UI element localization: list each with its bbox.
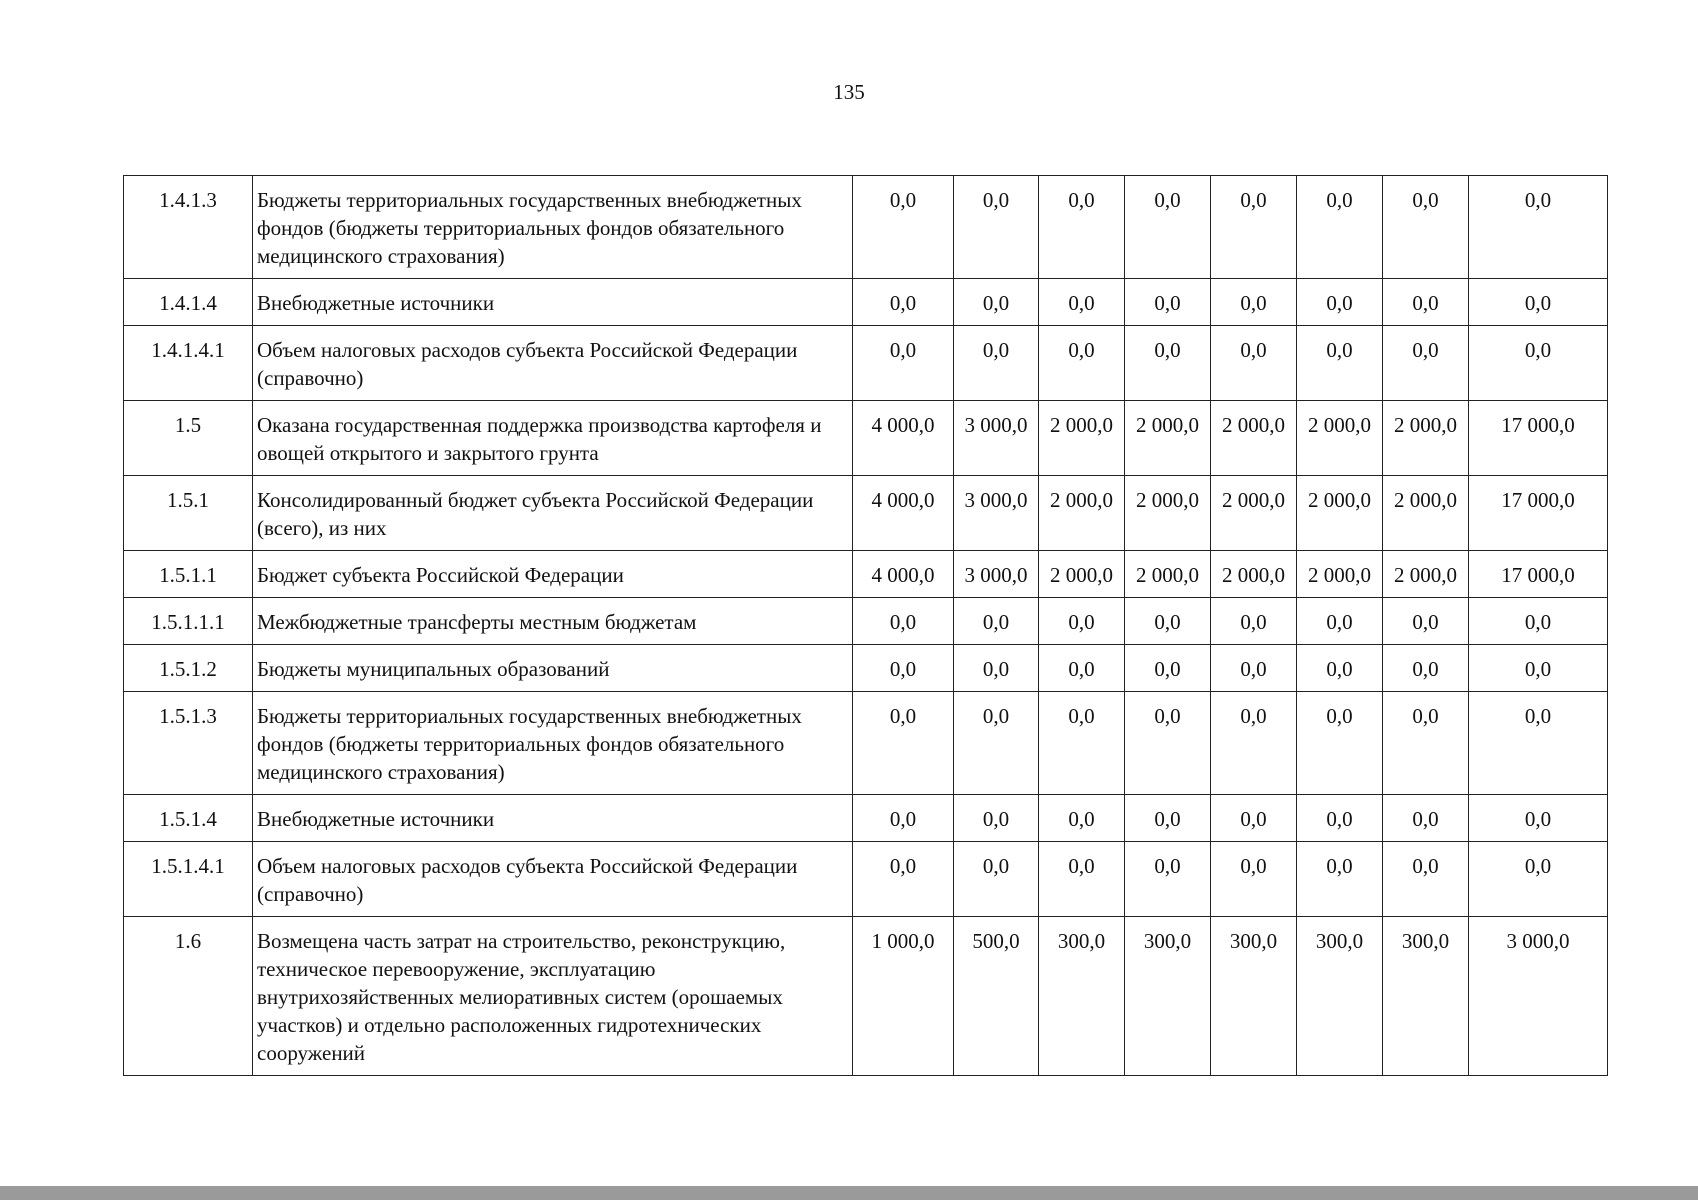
row-name: Внебюджетные источники <box>253 795 853 842</box>
table-row <box>124 645 1608 692</box>
row-value: 0,0 <box>954 279 1039 326</box>
row-value: 0,0 <box>1039 842 1125 917</box>
row-total: 0,0 <box>1469 842 1608 917</box>
row-total: 0,0 <box>1469 645 1608 692</box>
row-name: Межбюджетные трансферты местным бюджетам <box>253 598 853 645</box>
row-value: 0,0 <box>1211 795 1297 842</box>
row-value: 4 000,0 <box>853 476 954 551</box>
row-value: 0,0 <box>1125 842 1211 917</box>
row-code: 1.5.1.3 <box>124 692 253 795</box>
table-row <box>124 176 1608 279</box>
row-value: 0,0 <box>954 795 1039 842</box>
row-value: 0,0 <box>1383 176 1469 279</box>
row-value: 300,0 <box>1039 917 1125 1076</box>
row-value: 2 000,0 <box>1125 401 1211 476</box>
row-code: 1.4.1.4 <box>124 279 253 326</box>
row-value: 0,0 <box>1039 692 1125 795</box>
row-value: 0,0 <box>954 842 1039 917</box>
row-value: 0,0 <box>853 795 954 842</box>
table-row <box>124 476 1608 551</box>
row-value: 0,0 <box>954 692 1039 795</box>
row-value: 4 000,0 <box>853 551 954 598</box>
row-total: 0,0 <box>1469 176 1608 279</box>
row-value: 0,0 <box>1125 598 1211 645</box>
budget-table <box>123 175 1608 1076</box>
row-value: 2 000,0 <box>1039 476 1125 551</box>
row-code: 1.5.1.1 <box>124 551 253 598</box>
table-row <box>124 551 1608 598</box>
row-value: 2 000,0 <box>1297 476 1383 551</box>
row-value: 0,0 <box>1297 645 1383 692</box>
row-value: 0,0 <box>1383 279 1469 326</box>
row-total: 0,0 <box>1469 795 1608 842</box>
table-row <box>124 692 1608 795</box>
row-value: 0,0 <box>1211 326 1297 401</box>
row-value: 0,0 <box>1039 598 1125 645</box>
row-value: 0,0 <box>1297 326 1383 401</box>
row-code: 1.5.1.1.1 <box>124 598 253 645</box>
row-value: 2 000,0 <box>1383 401 1469 476</box>
row-value: 0,0 <box>853 176 954 279</box>
row-value: 300,0 <box>1125 917 1211 1076</box>
row-total: 17 000,0 <box>1469 401 1608 476</box>
row-value: 0,0 <box>1383 645 1469 692</box>
row-code: 1.5.1.2 <box>124 645 253 692</box>
row-name: Бюджеты территориальных государственных внебюджетных фондов (бюджеты территориальных фондов обязательного медицинского страхования) <box>253 692 853 795</box>
row-code: 1.5 <box>124 401 253 476</box>
row-total: 0,0 <box>1469 598 1608 645</box>
row-value: 2 000,0 <box>1039 551 1125 598</box>
row-value: 2 000,0 <box>1211 476 1297 551</box>
row-code: 1.5.1.4 <box>124 795 253 842</box>
row-value: 2 000,0 <box>1383 551 1469 598</box>
row-value: 2 000,0 <box>1297 551 1383 598</box>
row-name: Консолидированный бюджет субъекта Российской Федерации (всего), из них <box>253 476 853 551</box>
table-row <box>124 842 1608 917</box>
row-value: 2 000,0 <box>1039 401 1125 476</box>
row-name: Оказана государственная поддержка производства картофеля и овощей открытого и закрытого грунта <box>253 401 853 476</box>
row-name: Объем налоговых расходов субъекта Российской Федерации (справочно) <box>253 842 853 917</box>
table-row <box>124 795 1608 842</box>
table-row <box>124 401 1608 476</box>
row-value: 0,0 <box>1383 326 1469 401</box>
row-value: 0,0 <box>1125 795 1211 842</box>
row-value: 0,0 <box>1211 692 1297 795</box>
table-row <box>124 598 1608 645</box>
row-value: 0,0 <box>1383 598 1469 645</box>
row-value: 0,0 <box>1297 692 1383 795</box>
row-value: 0,0 <box>1039 326 1125 401</box>
row-value: 0,0 <box>1211 598 1297 645</box>
table-row <box>124 279 1608 326</box>
row-value: 0,0 <box>1297 842 1383 917</box>
row-value: 300,0 <box>1297 917 1383 1076</box>
row-value: 0,0 <box>1297 598 1383 645</box>
row-value: 0,0 <box>853 692 954 795</box>
row-total: 3 000,0 <box>1469 917 1608 1076</box>
row-value: 0,0 <box>853 842 954 917</box>
row-value: 4 000,0 <box>853 401 954 476</box>
row-value: 0,0 <box>853 279 954 326</box>
row-total: 0,0 <box>1469 279 1608 326</box>
row-value: 0,0 <box>1039 279 1125 326</box>
row-value: 2 000,0 <box>1125 551 1211 598</box>
row-value: 0,0 <box>1125 279 1211 326</box>
row-value: 2 000,0 <box>1383 476 1469 551</box>
row-code: 1.4.1.4.1 <box>124 326 253 401</box>
row-value: 2 000,0 <box>1297 401 1383 476</box>
row-value: 2 000,0 <box>1125 476 1211 551</box>
row-value: 0,0 <box>853 326 954 401</box>
row-value: 0,0 <box>1125 326 1211 401</box>
row-name: Бюджеты муниципальных образований <box>253 645 853 692</box>
row-value: 0,0 <box>954 176 1039 279</box>
row-value: 0,0 <box>853 598 954 645</box>
row-value: 3 000,0 <box>954 551 1039 598</box>
table-row <box>124 326 1608 401</box>
row-total: 0,0 <box>1469 692 1608 795</box>
scan-edge <box>0 1186 1698 1200</box>
row-value: 0,0 <box>954 326 1039 401</box>
row-name: Объем налоговых расходов субъекта Российской Федерации (справочно) <box>253 326 853 401</box>
row-value: 0,0 <box>1297 279 1383 326</box>
table-body <box>124 176 1608 1076</box>
row-value: 0,0 <box>1297 176 1383 279</box>
row-value: 300,0 <box>1383 917 1469 1076</box>
row-value: 0,0 <box>853 645 954 692</box>
row-code: 1.5.1 <box>124 476 253 551</box>
row-value: 2 000,0 <box>1211 401 1297 476</box>
row-value: 0,0 <box>1039 795 1125 842</box>
row-value: 0,0 <box>954 598 1039 645</box>
row-value: 0,0 <box>1211 645 1297 692</box>
row-total: 0,0 <box>1469 326 1608 401</box>
row-value: 0,0 <box>1297 795 1383 842</box>
row-value: 3 000,0 <box>954 476 1039 551</box>
row-value: 2 000,0 <box>1211 551 1297 598</box>
row-total: 17 000,0 <box>1469 476 1608 551</box>
row-value: 1 000,0 <box>853 917 954 1076</box>
page-number: 135 <box>833 80 865 104</box>
row-total: 17 000,0 <box>1469 551 1608 598</box>
row-name: Бюджет субъекта Российской Федерации <box>253 551 853 598</box>
row-value: 0,0 <box>1211 176 1297 279</box>
row-value: 0,0 <box>1125 176 1211 279</box>
row-value: 300,0 <box>1211 917 1297 1076</box>
row-value: 0,0 <box>1383 692 1469 795</box>
table-row <box>124 917 1608 1076</box>
row-value: 500,0 <box>954 917 1039 1076</box>
row-value: 0,0 <box>1383 842 1469 917</box>
row-name: Бюджеты территориальных государственных внебюджетных фондов (бюджеты территориальных фондов обязательного медицинского страхования) <box>253 176 853 279</box>
row-value: 0,0 <box>954 645 1039 692</box>
row-value: 0,0 <box>1211 279 1297 326</box>
row-value: 0,0 <box>1039 176 1125 279</box>
row-code: 1.5.1.4.1 <box>124 842 253 917</box>
row-name: Внебюджетные источники <box>253 279 853 326</box>
row-value: 3 000,0 <box>954 401 1039 476</box>
row-value: 0,0 <box>1211 842 1297 917</box>
row-code: 1.6 <box>124 917 253 1076</box>
row-code: 1.4.1.3 <box>124 176 253 279</box>
row-value: 0,0 <box>1383 795 1469 842</box>
row-value: 0,0 <box>1125 692 1211 795</box>
row-name: Возмещена часть затрат на строительство, реконструкцию, техническое перевооружение, эксплуатацию внутрихозяйственных мелиоративных систем (орошаемых участков) и отдельно расположенных гидротехнических сооружений <box>253 917 853 1076</box>
row-value: 0,0 <box>1125 645 1211 692</box>
row-value: 0,0 <box>1039 645 1125 692</box>
